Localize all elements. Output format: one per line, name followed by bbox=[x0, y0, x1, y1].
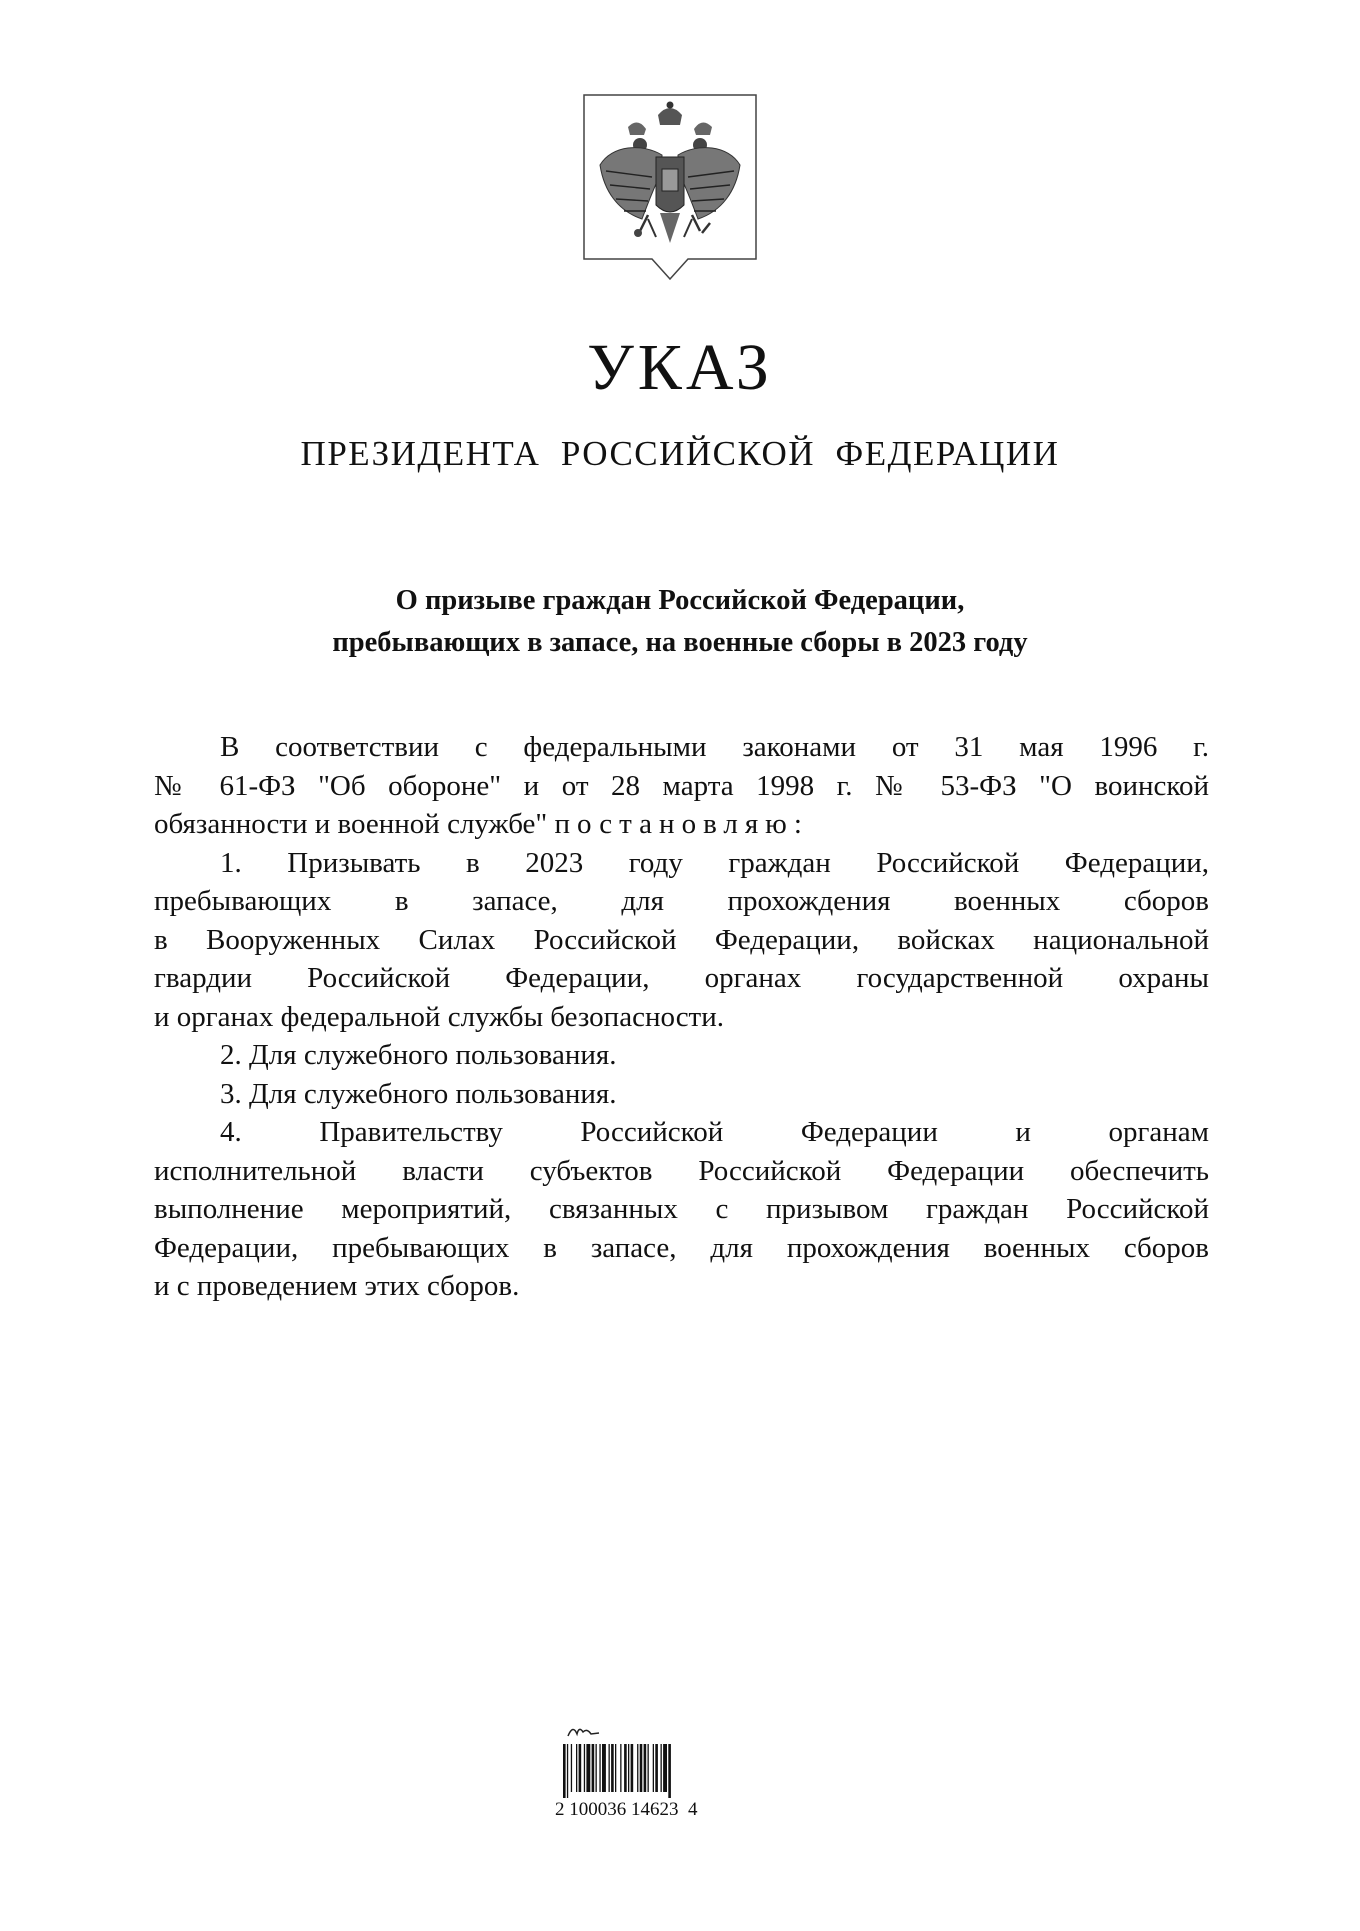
barcode-bar bbox=[596, 1744, 597, 1792]
barcode-bar bbox=[648, 1744, 649, 1792]
barcode-block bbox=[555, 1720, 755, 1830]
heading-line: пребывающих в запасе, на военные сборы в 2023 году bbox=[332, 627, 1028, 658]
item-2-paragraph bbox=[154, 1036, 1209, 1075]
barcode-bar bbox=[668, 1744, 671, 1798]
paragraph-line: № 61-ФЗ "Об обороне" и от 28 марта 1998 г. № 53-ФЗ "О воинской bbox=[154, 769, 1209, 802]
preamble-paragraph bbox=[154, 728, 1209, 844]
paragraph-line: 2. Для служебного пользования. bbox=[220, 1039, 617, 1071]
barcode-number: 2 100036 14623 4 bbox=[555, 1799, 698, 1820]
item-3-paragraph bbox=[154, 1075, 1209, 1114]
item-1-paragraph bbox=[154, 844, 1209, 1037]
paragraph-line-text: обязанности и военной службе" bbox=[154, 808, 555, 840]
paragraph-line: и с проведением этих сборов. bbox=[154, 1270, 520, 1302]
barcode-bar bbox=[644, 1744, 647, 1792]
barcode-bar bbox=[615, 1744, 616, 1792]
coat-of-arms-icon bbox=[582, 93, 758, 281]
paragraph-line: 3. Для служебного пользования. bbox=[220, 1077, 617, 1110]
paragraph-line: пребывающих в запасе, для прохождения военных сборов bbox=[154, 885, 1209, 917]
paragraph-line: выполнение мероприятий, связанных с призывом граждан Российской bbox=[154, 1193, 1209, 1225]
document-title: УКАЗ bbox=[587, 331, 773, 404]
barcode-bar bbox=[599, 1744, 600, 1792]
paragraph-line: В соответствии с федеральными законами от 31 мая 1996 г. bbox=[220, 731, 1209, 763]
barcode-bar bbox=[628, 1744, 629, 1792]
barcode-bar bbox=[631, 1744, 634, 1792]
barcode-bar bbox=[571, 1744, 572, 1792]
barcode-bar bbox=[637, 1744, 638, 1792]
barcode-bar bbox=[624, 1744, 627, 1792]
paragraph-line: 1. Призывать в 2023 году граждан Российской Федерации, bbox=[220, 846, 1209, 879]
barcode-bar bbox=[640, 1744, 643, 1792]
decree-heading bbox=[0, 580, 1360, 664]
barcode-bar bbox=[576, 1744, 577, 1792]
paragraph-line: и органах федеральной службы безопасности. bbox=[154, 1000, 725, 1033]
decree-body bbox=[154, 728, 1209, 1306]
barcode-bar bbox=[563, 1744, 566, 1798]
barcode-bar bbox=[609, 1744, 610, 1792]
barcode-bar bbox=[602, 1744, 606, 1792]
barcode-bar bbox=[584, 1744, 585, 1792]
barcode-bar bbox=[620, 1744, 621, 1792]
barcode-bar bbox=[655, 1744, 658, 1792]
barcode-bar bbox=[653, 1744, 654, 1792]
item-4-paragraph bbox=[154, 1113, 1209, 1306]
barcode-bar bbox=[663, 1744, 667, 1792]
paragraph-line: 4. Правительству Российской Федерации и органам bbox=[220, 1116, 1209, 1148]
barcode-bar bbox=[586, 1744, 590, 1792]
barcode-bar bbox=[579, 1744, 582, 1792]
paragraph-line: гвардии Российской Федерации, органах государственной охраны bbox=[154, 962, 1209, 994]
paragraph-line: в Вооруженных Силах Российской Федерации, войсках национальной bbox=[154, 923, 1209, 956]
barcode-icon bbox=[561, 1744, 741, 1798]
paragraph-line: исполнительной власти субъектов Российской Федерации обеспечить bbox=[154, 1154, 1209, 1187]
heading-line: О призыве граждан Российской Федерации, bbox=[395, 585, 965, 616]
decree-verb: постановляю: bbox=[554, 808, 809, 840]
handwritten-initials-icon bbox=[565, 1720, 605, 1742]
barcode-bar bbox=[611, 1744, 614, 1792]
paragraph-line: Федерации, пребывающих в запасе, для прохождения военных сборов bbox=[154, 1231, 1209, 1264]
paragraph-line bbox=[154, 805, 1209, 844]
barcode-bar bbox=[592, 1744, 595, 1792]
barcode-bar bbox=[661, 1744, 662, 1792]
document-subtitle: ПРЕЗИДЕНТА РОССИЙСКОЙ ФЕДЕРАЦИИ bbox=[300, 434, 1060, 473]
barcode-bar bbox=[567, 1744, 568, 1798]
